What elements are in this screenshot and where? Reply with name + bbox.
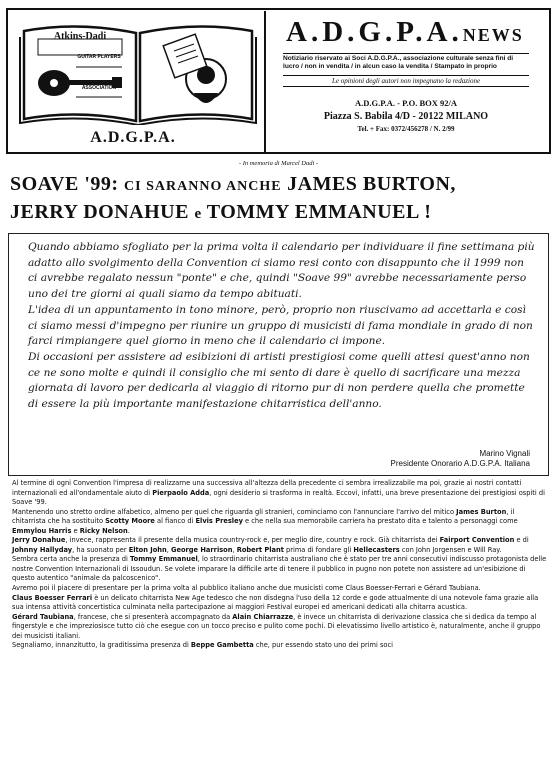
headline-line-2 — [10, 201, 550, 224]
headline-part: JAMES BURTON, — [287, 173, 456, 195]
headline-part: e — [194, 206, 202, 222]
headline-part: JERRY DONAHUE — [10, 201, 189, 223]
newsletter-description: Notiziario riservato ai Soci A.D.G.P.A., associazione culturale senza fini di lucro / non in vendita / in alcun caso la vendita / Stampato in proprio — [283, 55, 514, 70]
editorial-paragraph: Di occasioni per assistere ad esibizioni di artisti prestigiosi come quelli attesi quest'anno non ce ne sono molte e quindi il consiglio che mi sento di dare è quello di sacrificare una mezza giornata di lavoro per dedicarla al viaggio di ritorno pur di non perdere quella che promette di essere la più importante manifestazione chitarristica dell'anno. — [28, 350, 530, 411]
signature-name: Marino Vignali — [479, 449, 530, 458]
article-paragraph: Segnaliamo, innanzitutto, la graditissima presenza di Beppe Gambetta che, pur essendo stato uno dei primi soci — [12, 641, 393, 650]
logo-org-name: A.D.G.P.A. — [90, 129, 176, 146]
article-paragraph: Avremo poi il piacere di presentare per la prima volta al pubblico italiano anche due musicisti come Claus Boesser-Ferrari e Gérard Taubiana. — [12, 584, 481, 593]
newsletter-title — [286, 16, 524, 49]
address-phone-issue: Tel. + Fax: 0372/456278 / N. 2/99 — [357, 125, 455, 133]
memorial-line: - In memoria di Marcel Dadi - — [238, 160, 319, 167]
address-po-box: A.D.G.P.A. - P.O. BOX 92/A — [354, 98, 458, 108]
headline-part: CI SARANNO ANCHE — [124, 179, 282, 194]
newsletter-motto: Le opinioni degli autori non impegnano la redazione — [283, 75, 529, 87]
editorial-paragraph: L'idea di un appuntamento in tono minore, però, proprio non riuscivamo ad accettarla e così ci siamo messi d'impegno per riunire un gruppo di musicisti di fama mondiale in grado di non farci rimpiangere quel giorno in meno che il calendario ci impone. — [28, 303, 533, 348]
address-street: Piazza S. Babila 4/D - 20122 MILANO — [323, 111, 489, 122]
headline-line-1 — [10, 173, 550, 196]
editorial-text — [28, 240, 536, 413]
newsletter-title-text: A.D.G.P.A. — [286, 16, 463, 48]
logo-sub2: ASSOCIATION — [81, 85, 117, 91]
signature-title: Presidente Onorario A.D.G.P.A. Italiana — [390, 459, 530, 468]
logo-sub1: GUITAR PLAYERS — [77, 54, 121, 60]
logo-panel — [10, 11, 266, 153]
article-paragraph: Claus Boesser Ferrari è un delicato chitarrista New Age tedesco che non disdegna l'uso della 12 corde e gode attualmente di una notevole fama grazie alla sua intensa attività concertistica culminata nella partecipazione ai maggiori Festival europei ed americani dedicati alla chitarra acustica. — [12, 593, 539, 612]
divider — [283, 53, 529, 54]
article-paragraph: Mantenendo uno stretto ordine alfabetico, almeno per quel che riguarda gli stranieri, cominciamo con l'annunciare l'arrivo del mitico James Burton, il chitarrista che ha sostituito Scotty Moore al fianco di Elvis Presley e che nella sua memorabile carriera ha prestato dita e talento a personaggi come Emmylou Harris e Ricky Nelson. — [12, 507, 518, 535]
article-paragraph: Al termine di ogni Convention l'impresa di realizzarne una successiva all'altezza della precedente ci sembra irrealizzabile ma poi, grazie ai nostri contatti internazionali ed all'ondamentale aiuto di Pierpaolo Adda, ogni desiderio si trasforma in realtà. Eccovi, infatti, una breve presentazione dei prestigiosi ospiti di Soave '99. — [12, 479, 545, 507]
headline-part: TOMMY EMMANUEL ! — [206, 201, 432, 223]
newsletter-suffix: NEWS — [462, 25, 524, 45]
article-body — [12, 479, 547, 651]
article-paragraph: Gérard Taubiana, francese, che si presenterà accompagnato da Alain Chiarrazze, è invece un chitarrista di derivazione classica che si dedica da tempo al fingerstyle e che impreziosisce tutto ciò che esegue con un tocco preciso e pulito come pochi. Di elevatissimo livello artistico è, naturalmente, anche il gruppo dei musicisti italiani. — [12, 612, 541, 640]
article-paragraph: Jerry Donahue, invece, rappresenta il presente della musica country-rock e, per meglio dire, country e rock. Già chitarrista dei Fairport Convention e di Johnny Hallyday, ha suonato per Elton John, George Harrison, Robert Plant prima di fondare gli Hellecasters con John Jorgensen e Will Ray. — [12, 536, 529, 554]
editorial-paragraph: Quando abbiamo sfogliato per la prima volta il calendario per individuare il fine settimana più adatto allo svolgimento della Convention ci siamo resi conto con disappunto che il 1999 non ci avrebbe regalato nessun "ponte" e che, quindi "Soave 99" avrebbe necessariamente perso uno dei tre giorni ai quali siamo da tempo abituati. — [28, 241, 535, 301]
article-paragraph: Sembra certa anche la presenza di Tommy Emmanuel, lo straordinario chitarrista australiano che è stato per tre anni consecutivi indiscusso protagonista delle nostre Convention Internazionali di Issoudun. Se volete imparare la difficile arte di tenere il pubblico in pugno non potete non assistere ad un'esibizione di questo autentico "animale da palcoscenico". — [12, 555, 547, 583]
headline-part: SOAVE '99: — [10, 173, 119, 195]
logo-banner-text: Atkins-Dadi — [53, 31, 107, 42]
